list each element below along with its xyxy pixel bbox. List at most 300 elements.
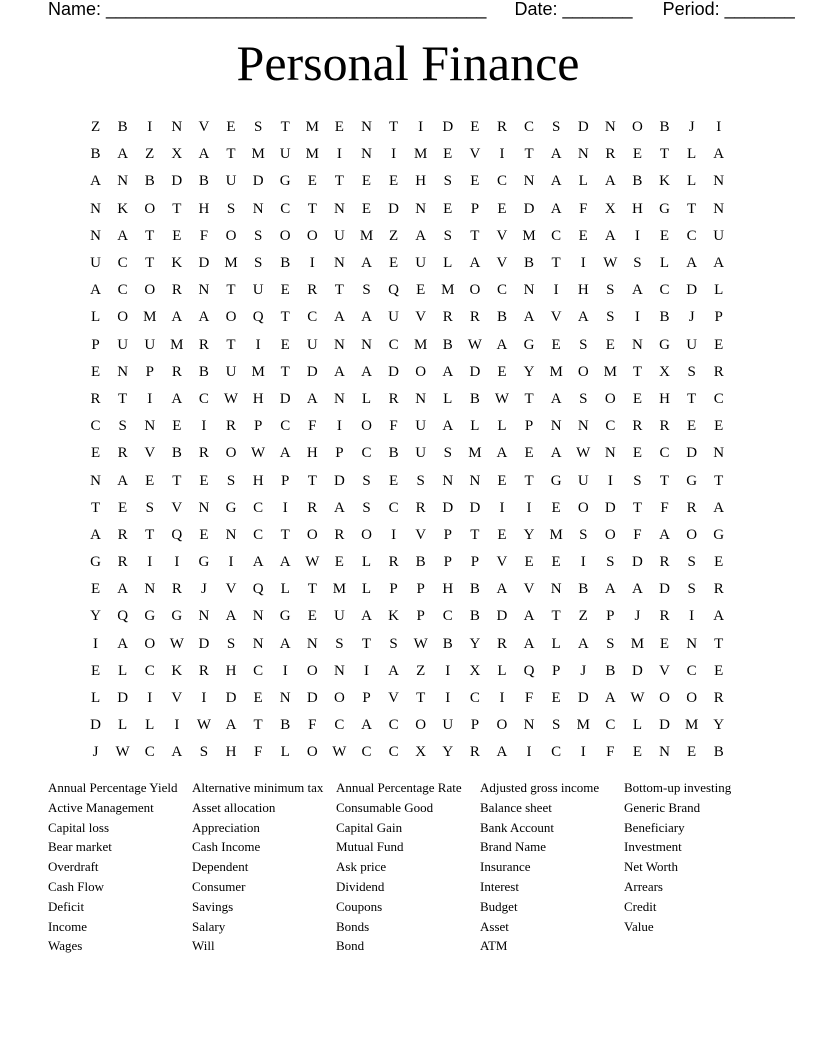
- grid-letter[interactable]: I: [363, 662, 369, 679]
- grid-letter[interactable]: M: [170, 336, 184, 353]
- grid-letter[interactable]: S: [253, 119, 263, 136]
- grid-letter[interactable]: C: [117, 255, 128, 272]
- grid-letter[interactable]: T: [334, 173, 344, 190]
- date-field[interactable]: Date: _______: [514, 0, 633, 19]
- grid-letter[interactable]: A: [632, 581, 643, 598]
- grid-letter[interactable]: R: [415, 499, 426, 516]
- grid-letter[interactable]: L: [632, 717, 642, 734]
- grid-letter[interactable]: N: [198, 282, 210, 299]
- grid-letter[interactable]: D: [577, 119, 589, 136]
- grid-letter[interactable]: E: [524, 554, 534, 571]
- grid-letter[interactable]: E: [659, 227, 670, 244]
- grid-letter[interactable]: M: [251, 363, 265, 380]
- grid-letter[interactable]: A: [361, 608, 372, 625]
- grid-letter[interactable]: O: [361, 526, 372, 543]
- grid-letter[interactable]: N: [333, 662, 345, 679]
- grid-letter[interactable]: O: [686, 526, 698, 543]
- grid-letter[interactable]: D: [306, 690, 318, 707]
- grid-letter[interactable]: T: [307, 581, 317, 598]
- grid-letter[interactable]: M: [359, 227, 374, 244]
- grid-letter[interactable]: O: [604, 526, 616, 543]
- grid-letter[interactable]: P: [416, 581, 425, 598]
- grid-letter[interactable]: S: [145, 499, 154, 516]
- grid-letter[interactable]: F: [389, 418, 398, 435]
- grid-letter[interactable]: C: [388, 499, 399, 516]
- grid-letter[interactable]: B: [605, 662, 616, 679]
- grid-letter[interactable]: E: [388, 173, 399, 190]
- grid-letter[interactable]: N: [632, 336, 643, 353]
- grid-letter[interactable]: O: [306, 227, 318, 244]
- grid-letter[interactable]: P: [362, 690, 371, 707]
- grid-letter[interactable]: U: [388, 309, 399, 326]
- grid-letter[interactable]: E: [551, 554, 561, 571]
- grid-letter[interactable]: C: [551, 744, 562, 761]
- grid-letter[interactable]: T: [280, 363, 290, 380]
- grid-letter[interactable]: E: [172, 227, 182, 244]
- grid-letter[interactable]: I: [391, 526, 397, 543]
- grid-letter[interactable]: C: [388, 744, 399, 761]
- grid-letter[interactable]: E: [687, 418, 697, 435]
- grid-letter[interactable]: J: [92, 744, 99, 761]
- grid-letter[interactable]: U: [117, 336, 129, 353]
- grid-letter[interactable]: O: [306, 744, 318, 761]
- grid-letter[interactable]: D: [577, 690, 589, 707]
- grid-letter[interactable]: E: [118, 499, 128, 516]
- grid-letter[interactable]: F: [253, 744, 263, 761]
- grid-letter[interactable]: A: [604, 581, 616, 598]
- grid-letter[interactable]: D: [442, 499, 454, 516]
- grid-letter[interactable]: H: [225, 744, 237, 761]
- grid-letter[interactable]: E: [551, 499, 561, 516]
- grid-letter[interactable]: N: [415, 200, 427, 217]
- grid-letter[interactable]: N: [171, 119, 183, 136]
- grid-letter[interactable]: U: [415, 255, 427, 272]
- grid-letter[interactable]: I: [309, 255, 315, 272]
- grid-letter[interactable]: T: [361, 635, 372, 652]
- grid-letter[interactable]: I: [174, 717, 180, 734]
- grid-letter[interactable]: A: [117, 635, 129, 652]
- grid-letter[interactable]: I: [526, 744, 532, 761]
- grid-letter[interactable]: P: [389, 581, 398, 598]
- grid-letter[interactable]: A: [442, 418, 454, 435]
- grid-letter[interactable]: L: [145, 717, 155, 734]
- grid-letter[interactable]: N: [577, 146, 589, 163]
- grid-letter[interactable]: E: [443, 146, 453, 163]
- grid-letter[interactable]: A: [496, 581, 508, 598]
- grid-letter[interactable]: F: [579, 200, 588, 217]
- grid-letter[interactable]: N: [333, 200, 345, 217]
- grid-letter[interactable]: N: [523, 717, 535, 734]
- grid-letter[interactable]: A: [604, 173, 616, 190]
- grid-letter[interactable]: T: [659, 146, 670, 163]
- grid-letter[interactable]: T: [226, 336, 236, 353]
- grid-letter[interactable]: B: [442, 635, 453, 652]
- grid-letter[interactable]: T: [687, 200, 697, 217]
- grid-letter[interactable]: P: [606, 608, 615, 625]
- grid-letter[interactable]: F: [633, 526, 642, 543]
- grid-letter[interactable]: N: [306, 635, 318, 652]
- grid-letter[interactable]: S: [443, 173, 452, 190]
- grid-letter[interactable]: E: [632, 744, 642, 761]
- grid-letter[interactable]: M: [414, 336, 428, 353]
- grid-letter[interactable]: D: [686, 282, 698, 299]
- grid-letter[interactable]: N: [144, 581, 156, 598]
- grid-letter[interactable]: A: [117, 146, 129, 163]
- grid-letter[interactable]: S: [579, 390, 588, 407]
- grid-letter[interactable]: R: [198, 336, 209, 353]
- grid-letter[interactable]: I: [93, 635, 99, 652]
- grid-letter[interactable]: O: [225, 445, 237, 462]
- grid-letter[interactable]: R: [496, 119, 507, 136]
- grid-letter[interactable]: G: [713, 526, 725, 543]
- grid-letter[interactable]: R: [659, 608, 670, 625]
- grid-letter[interactable]: B: [659, 309, 670, 326]
- grid-letter[interactable]: E: [551, 336, 561, 353]
- grid-letter[interactable]: A: [523, 309, 535, 326]
- grid-letter[interactable]: B: [442, 336, 453, 353]
- grid-letter[interactable]: Y: [90, 608, 101, 625]
- grid-letter[interactable]: T: [280, 119, 290, 136]
- grid-letter[interactable]: S: [253, 255, 263, 272]
- grid-letter[interactable]: O: [686, 690, 698, 707]
- grid-letter[interactable]: R: [171, 363, 182, 380]
- grid-letter[interactable]: R: [659, 554, 670, 571]
- name-field[interactable]: Name: ______________________________________: [48, 0, 487, 19]
- grid-letter[interactable]: N: [577, 418, 589, 435]
- grid-letter[interactable]: O: [225, 309, 237, 326]
- grid-letter[interactable]: M: [684, 717, 699, 734]
- grid-letter[interactable]: O: [333, 690, 345, 707]
- grid-letter[interactable]: D: [90, 717, 101, 734]
- grid-letter[interactable]: R: [171, 282, 182, 299]
- grid-letter[interactable]: W: [332, 744, 347, 761]
- grid-letter[interactable]: Y: [442, 744, 454, 761]
- grid-letter[interactable]: L: [361, 390, 372, 407]
- grid-letter[interactable]: B: [280, 717, 291, 734]
- grid-letter[interactable]: A: [523, 635, 535, 652]
- grid-letter[interactable]: E: [280, 282, 290, 299]
- grid-letter[interactable]: F: [524, 690, 534, 707]
- grid-letter[interactable]: O: [306, 526, 318, 543]
- grid-letter[interactable]: B: [713, 744, 724, 761]
- grid-letter[interactable]: E: [470, 173, 480, 190]
- grid-letter[interactable]: V: [171, 690, 183, 707]
- grid-letter[interactable]: T: [280, 526, 290, 543]
- grid-letter[interactable]: E: [524, 445, 534, 462]
- grid-letter[interactable]: L: [497, 662, 507, 679]
- grid-letter[interactable]: O: [496, 717, 508, 734]
- grid-letter[interactable]: T: [334, 282, 344, 299]
- grid-letter[interactable]: N: [713, 445, 725, 462]
- grid-letter[interactable]: H: [198, 200, 210, 217]
- grid-letter[interactable]: I: [580, 255, 586, 272]
- grid-letter[interactable]: T: [524, 472, 534, 489]
- grid-letter[interactable]: T: [551, 608, 561, 625]
- grid-letter[interactable]: W: [494, 390, 510, 407]
- grid-letter[interactable]: M: [414, 146, 428, 163]
- grid-letter[interactable]: C: [605, 717, 616, 734]
- grid-letter[interactable]: A: [577, 309, 589, 326]
- grid-letter[interactable]: T: [416, 690, 426, 707]
- grid-letter[interactable]: R: [117, 526, 128, 543]
- grid-letter[interactable]: G: [550, 472, 562, 489]
- grid-letter[interactable]: E: [714, 554, 724, 571]
- grid-letter[interactable]: A: [333, 363, 345, 380]
- grid-letter[interactable]: S: [253, 227, 263, 244]
- grid-letter[interactable]: M: [224, 255, 238, 272]
- grid-letter[interactable]: T: [524, 390, 534, 407]
- grid-letter[interactable]: I: [580, 744, 586, 761]
- grid-letter[interactable]: U: [90, 255, 101, 272]
- grid-letter[interactable]: M: [576, 717, 590, 734]
- grid-letter[interactable]: M: [441, 282, 455, 299]
- grid-letter[interactable]: Q: [252, 581, 264, 598]
- grid-letter[interactable]: C: [388, 717, 399, 734]
- grid-letter[interactable]: B: [496, 309, 507, 326]
- grid-letter[interactable]: E: [443, 200, 453, 217]
- grid-letter[interactable]: S: [416, 472, 425, 489]
- grid-letter[interactable]: U: [442, 717, 454, 734]
- grid-letter[interactable]: I: [580, 554, 586, 571]
- grid-letter[interactable]: O: [604, 390, 616, 407]
- grid-letter[interactable]: K: [171, 662, 183, 679]
- grid-letter[interactable]: N: [252, 608, 264, 625]
- grid-letter[interactable]: A: [496, 744, 508, 761]
- grid-letter[interactable]: E: [416, 282, 426, 299]
- grid-letter[interactable]: B: [388, 445, 399, 462]
- grid-letter[interactable]: R: [117, 554, 128, 571]
- grid-letter[interactable]: C: [334, 717, 345, 734]
- grid-letter[interactable]: U: [225, 173, 237, 190]
- grid-letter[interactable]: L: [90, 309, 101, 326]
- grid-letter[interactable]: B: [524, 255, 535, 272]
- grid-letter[interactable]: T: [632, 499, 642, 516]
- grid-letter[interactable]: A: [550, 146, 562, 163]
- grid-letter[interactable]: D: [659, 717, 670, 734]
- grid-letter[interactable]: E: [632, 146, 642, 163]
- grid-letter[interactable]: J: [688, 309, 695, 326]
- grid-letter[interactable]: I: [499, 146, 505, 163]
- grid-letter[interactable]: A: [713, 146, 725, 163]
- grid-letter[interactable]: E: [90, 445, 101, 462]
- grid-letter[interactable]: M: [522, 227, 536, 244]
- grid-letter[interactable]: I: [499, 499, 505, 516]
- grid-letter[interactable]: H: [252, 472, 264, 489]
- grid-letter[interactable]: T: [632, 363, 642, 380]
- grid-letter[interactable]: B: [198, 363, 209, 380]
- grid-letter[interactable]: F: [308, 717, 317, 734]
- grid-letter[interactable]: P: [470, 200, 480, 217]
- grid-letter[interactable]: L: [443, 255, 453, 272]
- grid-letter[interactable]: V: [523, 581, 535, 598]
- grid-letter[interactable]: K: [659, 173, 670, 190]
- grid-letter[interactable]: S: [199, 744, 209, 761]
- grid-letter[interactable]: A: [496, 336, 508, 353]
- grid-letter[interactable]: B: [117, 119, 128, 136]
- grid-letter[interactable]: A: [198, 146, 210, 163]
- grid-letter[interactable]: M: [603, 363, 617, 380]
- grid-letter[interactable]: C: [144, 662, 155, 679]
- grid-letter[interactable]: T: [253, 717, 263, 734]
- grid-letter[interactable]: I: [147, 554, 153, 571]
- grid-letter[interactable]: N: [225, 526, 237, 543]
- grid-letter[interactable]: D: [117, 690, 129, 707]
- grid-letter[interactable]: R: [226, 418, 237, 435]
- grid-letter[interactable]: S: [362, 282, 371, 299]
- grid-letter[interactable]: D: [632, 662, 643, 679]
- grid-letter[interactable]: I: [336, 418, 342, 435]
- grid-letter[interactable]: I: [553, 282, 559, 299]
- grid-letter[interactable]: C: [90, 418, 101, 435]
- grid-letter[interactable]: N: [550, 418, 562, 435]
- grid-letter[interactable]: S: [606, 554, 615, 571]
- grid-letter[interactable]: L: [497, 418, 507, 435]
- grid-letter[interactable]: T: [226, 282, 236, 299]
- grid-letter[interactable]: U: [713, 227, 725, 244]
- grid-letter[interactable]: T: [307, 200, 317, 217]
- grid-letter[interactable]: L: [659, 255, 670, 272]
- grid-letter[interactable]: S: [551, 717, 561, 734]
- grid-letter[interactable]: A: [713, 499, 725, 516]
- grid-letter[interactable]: D: [659, 581, 670, 598]
- grid-letter[interactable]: D: [469, 363, 481, 380]
- grid-letter[interactable]: S: [633, 255, 642, 272]
- grid-letter[interactable]: E: [687, 744, 697, 761]
- grid-letter[interactable]: O: [632, 119, 643, 136]
- grid-letter[interactable]: A: [523, 608, 535, 625]
- grid-letter[interactable]: B: [171, 445, 182, 462]
- grid-letter[interactable]: C: [442, 608, 453, 625]
- grid-letter[interactable]: Z: [145, 146, 155, 163]
- grid-letter[interactable]: N: [90, 472, 101, 489]
- grid-letter[interactable]: S: [633, 472, 642, 489]
- grid-letter[interactable]: F: [660, 499, 669, 516]
- grid-letter[interactable]: A: [550, 200, 562, 217]
- grid-letter[interactable]: O: [144, 200, 156, 217]
- grid-letter[interactable]: R: [605, 146, 616, 163]
- grid-letter[interactable]: Q: [523, 662, 535, 679]
- grid-letter[interactable]: W: [630, 690, 645, 707]
- grid-letter[interactable]: R: [469, 744, 480, 761]
- grid-letter[interactable]: X: [469, 662, 481, 679]
- grid-letter[interactable]: R: [198, 445, 209, 462]
- grid-letter[interactable]: V: [550, 309, 562, 326]
- grid-letter[interactable]: E: [388, 255, 399, 272]
- grid-letter[interactable]: M: [468, 445, 482, 462]
- grid-letter[interactable]: T: [145, 255, 155, 272]
- grid-letter[interactable]: N: [415, 390, 427, 407]
- grid-letter[interactable]: L: [578, 173, 588, 190]
- grid-letter[interactable]: G: [171, 608, 183, 625]
- grid-letter[interactable]: E: [226, 119, 236, 136]
- grid-letter[interactable]: S: [443, 227, 452, 244]
- grid-letter[interactable]: A: [550, 390, 562, 407]
- grid-letter[interactable]: H: [306, 445, 318, 462]
- grid-letter[interactable]: E: [361, 200, 372, 217]
- grid-letter[interactable]: P: [253, 418, 263, 435]
- grid-letter[interactable]: L: [361, 581, 372, 598]
- grid-letter[interactable]: G: [279, 173, 291, 190]
- grid-letter[interactable]: S: [606, 309, 615, 326]
- grid-letter[interactable]: I: [228, 554, 234, 571]
- grid-letter[interactable]: T: [714, 635, 724, 652]
- grid-letter[interactable]: C: [307, 309, 318, 326]
- grid-letter[interactable]: W: [196, 717, 211, 734]
- grid-letter[interactable]: G: [198, 554, 210, 571]
- grid-letter[interactable]: S: [362, 499, 371, 516]
- grid-letter[interactable]: V: [496, 255, 508, 272]
- grid-letter[interactable]: A: [279, 445, 291, 462]
- grid-letter[interactable]: C: [361, 445, 372, 462]
- grid-letter[interactable]: I: [607, 472, 613, 489]
- grid-letter[interactable]: C: [388, 336, 399, 353]
- grid-letter[interactable]: C: [253, 662, 264, 679]
- grid-letter[interactable]: P: [524, 418, 534, 435]
- grid-letter[interactable]: T: [470, 227, 480, 244]
- grid-letter[interactable]: N: [198, 608, 210, 625]
- grid-letter[interactable]: C: [686, 662, 697, 679]
- grid-letter[interactable]: O: [279, 227, 291, 244]
- grid-letter[interactable]: I: [201, 690, 207, 707]
- grid-letter[interactable]: X: [171, 146, 183, 163]
- grid-letter[interactable]: N: [361, 336, 372, 353]
- grid-letter[interactable]: R: [388, 554, 399, 571]
- grid-letter[interactable]: D: [306, 363, 318, 380]
- grid-letter[interactable]: M: [630, 635, 645, 652]
- grid-letter[interactable]: T: [659, 472, 670, 489]
- grid-letter[interactable]: U: [333, 227, 345, 244]
- grid-letter[interactable]: S: [687, 554, 696, 571]
- grid-letter[interactable]: P: [416, 608, 425, 625]
- grid-letter[interactable]: D: [388, 200, 399, 217]
- grid-letter[interactable]: A: [117, 227, 129, 244]
- grid-letter[interactable]: A: [686, 255, 698, 272]
- grid-letter[interactable]: N: [686, 635, 698, 652]
- grid-letter[interactable]: I: [716, 119, 722, 136]
- grid-letter[interactable]: A: [361, 717, 372, 734]
- grid-letter[interactable]: F: [308, 418, 317, 435]
- grid-letter[interactable]: I: [147, 119, 153, 136]
- grid-letter[interactable]: R: [659, 418, 670, 435]
- grid-letter[interactable]: A: [90, 282, 101, 299]
- grid-letter[interactable]: E: [334, 119, 344, 136]
- grid-letter[interactable]: W: [169, 635, 184, 652]
- grid-letter[interactable]: S: [226, 635, 236, 652]
- grid-letter[interactable]: A: [171, 744, 183, 761]
- grid-letter[interactable]: B: [415, 554, 426, 571]
- grid-letter[interactable]: N: [279, 690, 291, 707]
- grid-letter[interactable]: E: [334, 554, 344, 571]
- grid-letter[interactable]: W: [115, 744, 130, 761]
- grid-letter[interactable]: M: [305, 146, 319, 163]
- grid-letter[interactable]: V: [496, 227, 508, 244]
- grid-letter[interactable]: T: [226, 146, 236, 163]
- grid-letter[interactable]: U: [225, 363, 237, 380]
- grid-letter[interactable]: D: [442, 119, 454, 136]
- grid-letter[interactable]: E: [714, 662, 724, 679]
- grid-letter[interactable]: N: [252, 635, 264, 652]
- grid-letter[interactable]: E: [172, 418, 182, 435]
- grid-letter[interactable]: J: [634, 608, 641, 625]
- grid-letter[interactable]: L: [551, 635, 561, 652]
- grid-letter[interactable]: I: [634, 227, 640, 244]
- grid-letter[interactable]: A: [550, 173, 562, 190]
- grid-letter[interactable]: D: [252, 173, 264, 190]
- grid-letter[interactable]: C: [686, 227, 697, 244]
- grid-letter[interactable]: N: [523, 173, 535, 190]
- grid-letter[interactable]: N: [361, 119, 372, 136]
- grid-letter[interactable]: O: [306, 662, 318, 679]
